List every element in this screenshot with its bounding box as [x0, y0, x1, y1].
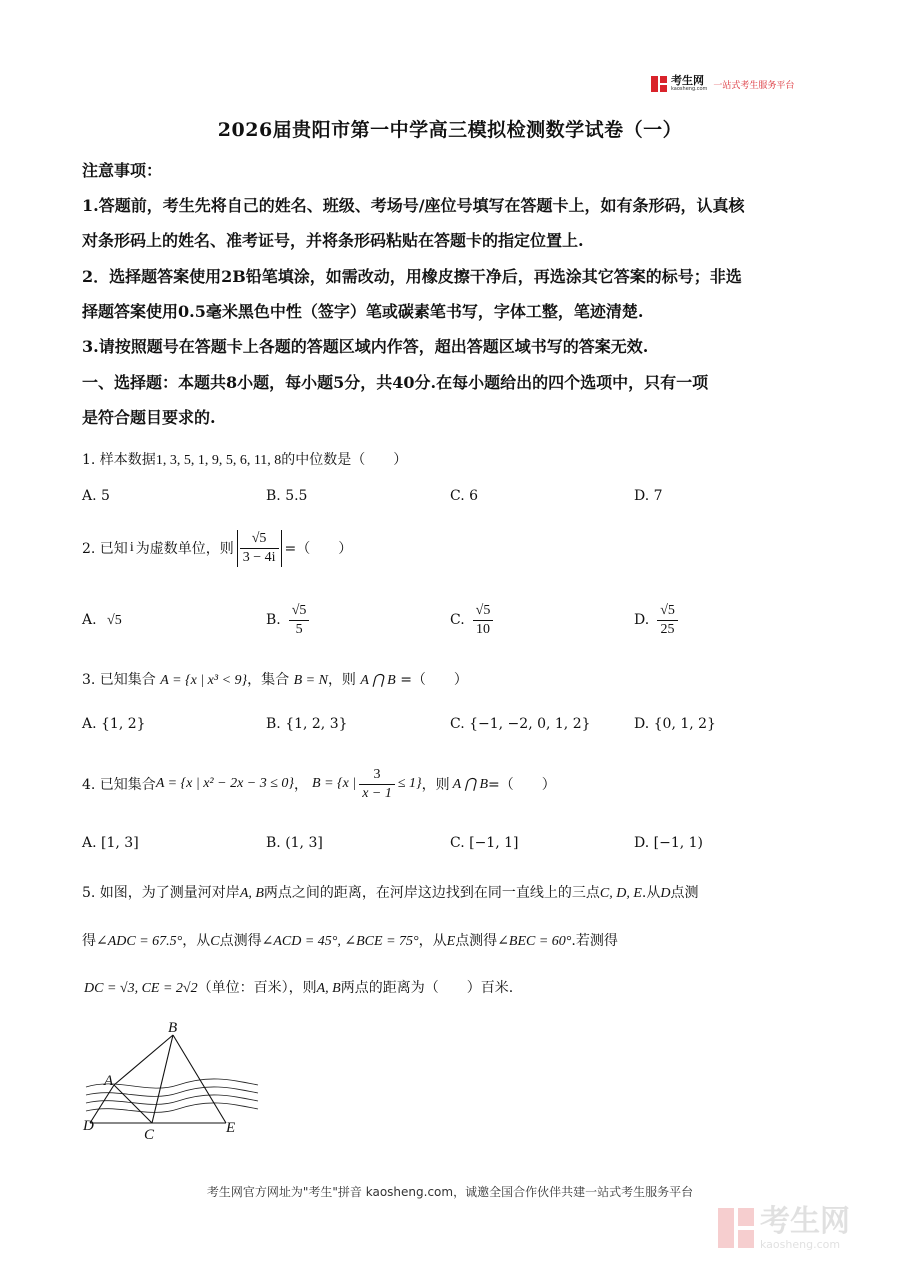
q5-c: C	[210, 934, 220, 949]
notice-line-3: 3.请按照题号在答题卡上各题的答题区域内作答，超出答题区域书写的答案无效.	[82, 337, 649, 356]
q4-fraction	[359, 766, 395, 803]
logo-text	[671, 76, 707, 92]
section-line-1: 一、选择题：本题共8小题，每小题5分，共40分.在每小题给出的四个选项中，只有一项	[82, 373, 709, 392]
q2-option-d-fraction	[657, 602, 678, 639]
river-figure	[78, 1015, 268, 1145]
question-5-line-3	[84, 977, 513, 997]
q4-prefix: 4. 已知集合	[82, 777, 156, 793]
q5-line2b: ，从	[182, 933, 211, 949]
watermark	[718, 1200, 898, 1256]
q1-option-d: D. 7	[634, 488, 663, 504]
q4-option-d: D. [−1, 1)	[634, 835, 703, 851]
q5-line1d: 点测	[670, 885, 699, 901]
q5-line3b: 两点的距离为（ ）百米.	[340, 980, 514, 996]
q5-d: D	[660, 886, 671, 901]
q2-option-d-num: √5	[657, 602, 678, 621]
q3-option-b: B. {1, 2, 3}	[266, 716, 348, 732]
figure-label-e: E	[226, 1120, 236, 1136]
q2-imag-unit: i	[129, 540, 134, 555]
watermark-logo-icon	[718, 1208, 754, 1248]
q5-adc: ∠ADC = 67.5°	[96, 934, 183, 949]
page-footer: 考生网官方网址为"考生"拼音 kaosheng.com，诚邀全国合作伙伴共建一站式考生服务平台	[206, 1185, 694, 1199]
q5-line2d: ，从	[418, 933, 447, 949]
q2-option-c-label: C.	[450, 612, 465, 628]
notice-line-2b: 择题答案使用0.5毫米黑色中性（签字）笔或碳素笔书写，字体工整，笔迹清楚.	[82, 302, 644, 321]
line-bc	[152, 1035, 173, 1123]
q4-denominator: x − 1	[362, 785, 392, 801]
page-title: 2026届贵阳市第一中学高三模拟检测数学试卷（一）	[217, 119, 683, 141]
line-ab	[114, 1035, 173, 1085]
q1-prefix: 1. 样本数据	[82, 452, 156, 468]
q2-numerator: √5	[240, 530, 279, 549]
notice-line-1a: 1.答题前，考生先将自己的姓名、班级、考场号/座位号填写在答题卡上，如有条形码，认真核	[82, 196, 745, 215]
header-logo	[651, 73, 821, 95]
q3-middle2: ，则	[327, 672, 356, 688]
q2-option-b	[266, 596, 309, 644]
q5-line2f: .若测得	[571, 933, 618, 949]
q2-middle: 为虚数单位，则	[135, 541, 234, 557]
q3-expr: A ⋂ B	[360, 673, 396, 688]
q2-option-c-den: 10	[476, 621, 491, 637]
question-5-line-2	[82, 930, 618, 950]
question-1	[82, 449, 407, 469]
q3-option-c: C. {−1, −2, 0, 1, 2}	[450, 716, 591, 732]
q3-option-d: D. {0, 1, 2}	[634, 716, 716, 732]
q2-prefix: 2. 已知	[82, 541, 128, 557]
q5-ab-2: A, B	[316, 981, 341, 996]
logo-domain: kaosheng.com	[671, 86, 708, 92]
question-4	[82, 760, 556, 808]
q4-set-b-post: ≤ 1}	[397, 776, 422, 791]
logo-name: 考生网	[671, 74, 704, 87]
q2-option-b-fraction	[289, 602, 310, 639]
q4-comma: ，	[294, 777, 309, 793]
q2-option-d-label: D.	[634, 612, 650, 628]
q2-option-b-num: √5	[289, 602, 310, 621]
question-2	[82, 522, 352, 574]
q4-option-c: C. [−1, 1]	[450, 835, 519, 851]
logo-slogan: 一站式考生服务平台	[713, 80, 795, 91]
q1-data: 1, 3, 5, 1, 9, 5, 6, 11, 8	[155, 453, 282, 468]
q5-line2c: 点测得	[219, 933, 262, 949]
q3-prefix: 3. 已知集合	[82, 672, 156, 688]
q4-set-b-pre: B = {x |	[312, 776, 357, 791]
q5-dist: DC = √3, CE = 2√2	[84, 981, 198, 996]
q3-set-b: B = N	[293, 673, 328, 688]
q2-abs-value	[237, 530, 282, 567]
watermark-text: 考生网	[760, 1203, 850, 1239]
q2-fraction	[240, 530, 279, 567]
question-5-line-1	[82, 882, 699, 902]
q2-option-b-den: 5	[295, 621, 303, 637]
q4-option-a: A. [1, 3]	[82, 835, 139, 851]
q1-suffix: 的中位数是（ ）	[281, 452, 408, 468]
q5-line1b: 两点之间的距离，在河岸这边找到在同一直线上的三点	[263, 885, 600, 901]
watermark-domain: kaosheng.com	[760, 1237, 841, 1251]
q4-suffix: =（ ）	[488, 777, 556, 793]
q2-suffix: =（ ）	[284, 541, 353, 557]
section-line-2: 是符合题目要求的.	[82, 408, 216, 427]
notice-line-1b: 对条形码上的姓名、准考证号，并将条形码粘贴在答题卡的指定位置上.	[82, 231, 584, 250]
figure-label-b: B	[168, 1020, 178, 1036]
q5-angles: ∠ACD = 45°, ∠BCE = 75°	[261, 934, 419, 949]
q5-line3a: （单位：百米），则	[197, 980, 317, 996]
q2-option-a-label: A.	[82, 612, 97, 628]
q2-option-c-num: √5	[473, 602, 494, 621]
q5-line2a: 得	[82, 933, 96, 949]
figure-label-d: D	[83, 1118, 94, 1134]
figure-label-c: C	[144, 1127, 155, 1143]
q5-ab: A, B	[239, 886, 264, 901]
q3-suffix: =（ ）	[400, 672, 468, 688]
q1-option-b: B. 5.5	[266, 488, 308, 504]
notice-heading: 注意事项：	[82, 161, 163, 180]
q3-option-a: A. {1, 2}	[82, 716, 146, 732]
q1-option-c: C. 6	[450, 488, 479, 504]
figure-label-a: A	[104, 1073, 114, 1089]
q5-line2e: 点测得	[455, 933, 498, 949]
q2-option-a-value: √5	[107, 613, 122, 628]
q2-option-d-den: 25	[660, 621, 675, 637]
q1-option-a: A. 5	[82, 488, 110, 504]
q5-bec: ∠BEC = 60°	[497, 934, 572, 949]
watermark-text-group	[760, 1203, 850, 1251]
notice-line-2a: 2．选择题答案使用2B铅笔填涂，如需改动，用橡皮擦干净后，再选涂其它答案的标号；非选	[82, 267, 742, 286]
q2-option-c-fraction	[473, 602, 494, 639]
q4-middle: ，则	[421, 777, 450, 793]
q2-denominator: 3 − 4i	[242, 549, 276, 565]
q2-option-d	[634, 596, 678, 644]
question-3	[82, 669, 468, 689]
logo-mark-icon	[651, 76, 667, 92]
q4-numerator: 3	[359, 766, 395, 785]
q2-option-c	[450, 596, 493, 644]
q5-line1c: .从	[641, 885, 661, 901]
q4-expr: A ⋂ B	[452, 776, 489, 792]
q2-option-b-label: B.	[266, 612, 281, 628]
q5-cde: C, D, E	[599, 886, 642, 901]
q5-line1a: 5. 如图，为了测量河对岸	[82, 885, 240, 901]
q3-middle: ，集合	[247, 672, 290, 688]
q4-option-b: B. (1, 3]	[266, 835, 323, 851]
q2-option-a	[82, 612, 122, 629]
q5-e: E	[446, 934, 456, 949]
q3-set-a: A = {x | x³ < 9}	[160, 673, 248, 688]
q4-set-a: A = {x | x² − 2x − 3 ≤ 0}	[155, 776, 295, 791]
